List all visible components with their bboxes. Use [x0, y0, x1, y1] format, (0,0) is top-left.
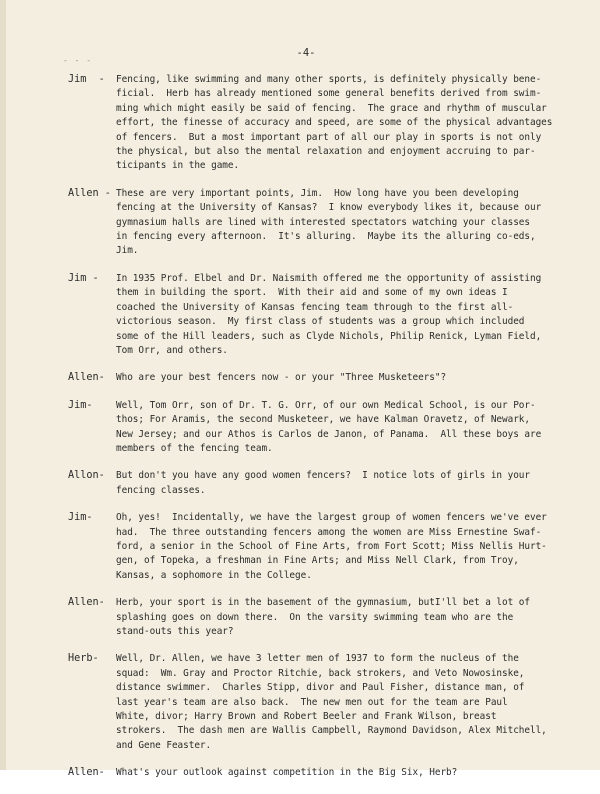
- text-line: had. The three outstanding fencers among the women are Miss Ernestine Swaf-: [116, 526, 542, 538]
- speech-text: [116, 766, 568, 780]
- text-line: splashing goes on down there. On the varsity swimming team who are the: [116, 611, 514, 623]
- dialogue-entry: [68, 596, 568, 639]
- text-line: ford, a senior in the School of Fine Arts, from Fort Scott; Miss Nellis Hurt-: [116, 540, 547, 552]
- dialogue-entry: [68, 272, 568, 358]
- page-number: -4-: [296, 47, 316, 59]
- speaker-label: Jim-: [68, 512, 93, 524]
- speech-text: [116, 371, 568, 385]
- speaker-label: Jim-: [68, 399, 93, 411]
- text-line: ming which might easily be said of fencing. The grace and rhythm of muscular: [116, 102, 547, 114]
- text-line: them in building the sport. With their aid and some of my own ideas I: [116, 287, 508, 299]
- dialogue-entry: [68, 371, 568, 385]
- speaker-label: Allen-: [68, 597, 105, 609]
- speaker-label: Allon-: [68, 470, 105, 482]
- speaker-label: Allen-: [68, 767, 105, 779]
- text-line: Well, Tom Orr, son of Dr. T. G. Orr, of our own Medical School, is our Por-: [116, 399, 536, 411]
- text-line: of fencers. But a most important part of all our play in sports is not only: [116, 131, 542, 143]
- dialogue-entry: [68, 766, 568, 780]
- speaker-label: Allen -: [68, 187, 111, 199]
- text-line: Well, Dr. Allen, we have 3 letter men of 1937 to form the nucleus of the: [116, 653, 519, 665]
- text-line: Oh, yes! Incidentally, we have the largest group of women fencers we've ever: [116, 512, 547, 524]
- text-line: ticipants in the game.: [116, 160, 240, 172]
- text-line: Jim.: [116, 245, 139, 257]
- text-line: thos; For Aramis, the second Musketeer, we have Kalman Oravetz, of Newark,: [116, 414, 530, 426]
- text-line: some of the Hill leaders, such as Clyde Nichols, Philip Renick, Lyman Field,: [116, 330, 542, 342]
- text-line: These are very important points, Jim. How long have you been developing: [116, 187, 519, 199]
- text-line: Kansas, a sophomore in the College.: [116, 569, 312, 581]
- text-line: coached the University of Kansas fencing team through to the first all-: [116, 301, 514, 313]
- speech-text: [116, 187, 568, 259]
- dialogue-entry: [68, 652, 568, 753]
- text-line: What's your outlook against competition in the Big Six, Herb?: [116, 767, 458, 779]
- dialogue-entry: [68, 399, 568, 457]
- speech-text: [116, 596, 568, 639]
- text-line: In 1935 Prof. Elbel and Dr. Naismith offered me the opportunity of assisting: [116, 272, 542, 284]
- dialogue-entry: [68, 469, 568, 498]
- text-line: Who are your best fencers now - or your "Three Musketeers"?: [116, 372, 447, 384]
- speaker-label: Jim -: [68, 272, 99, 284]
- text-line: stand-outs this year?: [116, 626, 234, 637]
- text-line: last year's team are also back. The new men out for the team are Paul: [116, 696, 508, 708]
- text-line: gen, of Topeka, a freshman in Fine Arts; and Miss Nell Clark, from Troy,: [116, 555, 519, 567]
- text-line: squad: Wm. Gray and Proctor Ritchie, back strokers, and Veto Nowosinske,: [116, 667, 525, 679]
- text-line: effort, the finesse of accuracy and speed, are some of the physical advantages: [116, 117, 553, 129]
- speaker-label: Herb-: [68, 653, 99, 665]
- text-line: victorious season. My first class of students was a group which included: [116, 316, 525, 328]
- speech-text: [116, 652, 568, 753]
- text-line: fencing at the University of Kansas? I know everybody likes it, because our: [116, 202, 542, 214]
- text-line: and Gene Feaster.: [116, 739, 212, 751]
- text-line: New Jersey; and our Athos is Carlos de Janon, of Panama. All these boys are: [116, 428, 542, 440]
- text-line: White, divor; Harry Brown and Robert Beeler and Frank Wilson, breast: [116, 711, 497, 723]
- corner-mark: - - -: [63, 56, 93, 65]
- text-line: Herb, your sport is in the basement of the gymnasium, butI'll bet a lot of: [116, 597, 530, 609]
- dialogue-entry: [68, 187, 568, 259]
- dialogue-list: [68, 73, 568, 794]
- text-line: Tom Orr, and others.: [116, 344, 228, 356]
- speech-text: [116, 469, 568, 498]
- text-line: strokers. The dash men are Wallis Campbell, Raymond Davidson, Alex Mitchell,: [116, 725, 547, 737]
- speech-text: [116, 73, 568, 174]
- text-line: But don't you have any good women fencers? I notice lots of girls in your: [116, 470, 530, 482]
- speech-text: [116, 511, 568, 583]
- text-line: in fencing every afternoon. It's alluring. Maybe its the alluring co-eds,: [116, 231, 536, 243]
- text-line: gymnasium halls are lined with interested spectators watching your classes: [116, 216, 530, 228]
- speech-text: [116, 272, 568, 358]
- speaker-label: Jim -: [68, 74, 105, 85]
- speaker-label: Allen-: [68, 372, 105, 384]
- text-line: members of the fencing team.: [116, 442, 273, 454]
- dialogue-entry: [68, 511, 568, 583]
- speech-text: [116, 399, 568, 457]
- text-line: Fencing, like swimming and many other sports, is definitely physically bene-: [116, 74, 542, 85]
- text-line: the physical, but also the mental relaxation and enjoyment accruing to par-: [116, 146, 536, 158]
- text-line: distance swimmer. Charles Stipp, divor and Paul Fisher, distance man, of: [116, 682, 525, 694]
- text-line: ficial. Herb has already mentioned some general benefits derived from swim-: [116, 88, 542, 100]
- text-line: fencing classes.: [116, 484, 206, 496]
- dialogue-entry: [68, 73, 568, 174]
